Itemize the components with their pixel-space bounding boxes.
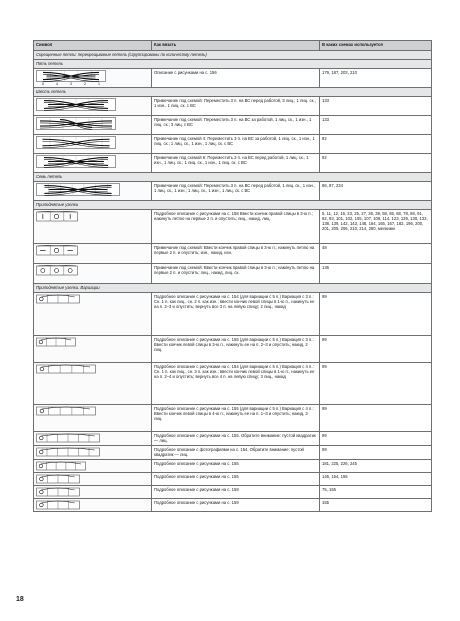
stitch-symbol-icon bbox=[36, 487, 149, 497]
stitch-symbol-icon bbox=[36, 211, 149, 222]
symbol-cell bbox=[34, 154, 152, 173]
table-row bbox=[34, 69, 432, 88]
table-row bbox=[34, 293, 432, 336]
subsection-title: Пять петель bbox=[34, 60, 432, 69]
table-row bbox=[34, 405, 432, 432]
symbol-cell bbox=[34, 182, 152, 201]
used-in-cell: 99 bbox=[320, 293, 432, 336]
subsection-row bbox=[34, 88, 432, 97]
section-title-row bbox=[34, 51, 432, 60]
stitch-symbol-icon bbox=[36, 183, 149, 196]
description-cell: Подробное описание с рисунками на с. 155 (для вариации с 5 п.) Вариация с 4 п.: Ввести кончик левой спицы в 4-ю п., накинуть ее на п. 1–3 и опустить; накид, 3 лиц. bbox=[152, 405, 320, 432]
symbol-cell bbox=[34, 499, 152, 512]
stitch-symbol-icon bbox=[36, 406, 149, 416]
table-header-row bbox=[34, 41, 432, 51]
description-cell: Примечание под схемой: Ввести кончик правой спицы в 3-ю п.; накинуть петлю на первые 2 п. и опустить; лиц., накид, лиц. ск. bbox=[152, 264, 320, 284]
table-row bbox=[34, 210, 432, 244]
symbol-cell bbox=[34, 336, 152, 363]
subsection-row bbox=[34, 173, 432, 182]
stitch-number: 3 bbox=[70, 82, 72, 86]
used-in-cell: 146, 154, 155 bbox=[320, 473, 432, 486]
description-cell: Подробное описание с рисунками на с. 155 (для вариации с 5 п.) Вариация с 3 п.: Ввести кончик левой спицы в 3-ю п., накинуть ее на п. 2–3 и опустить; накид, 2 лиц. bbox=[152, 336, 320, 363]
symbol-cell bbox=[34, 460, 152, 473]
symbol-cell bbox=[34, 135, 152, 154]
stitch-number: 4 bbox=[56, 82, 58, 86]
symbol-cell bbox=[34, 293, 152, 336]
stitch-symbol-icon bbox=[36, 337, 149, 347]
used-in-cell: 5, 11, 12, 16, 23, 25, 27, 36, 39, 58, 65, 68, 78, 86, 91, 92, 93, 101, 102, 105, 107, 109, 114, 123, 129, 130, 133, 138, 139, 142, 143, 148, 164, 165, 167, 182, 196, 200, 201, 205, 206, 210, 214, 260, мелкими bbox=[320, 210, 432, 244]
used-in-cell: 179, 187, 203, 210 bbox=[320, 69, 432, 88]
description-cell: Подробное описание с рисунками на с. 155. Обратите внимание: пустой квадратик — лиц. bbox=[152, 432, 320, 446]
symbol-cell bbox=[34, 405, 152, 432]
used-in-cell: 48 bbox=[320, 244, 432, 264]
used-in-cell: 86, 87, 234 bbox=[320, 182, 432, 201]
used-in-cell: 133 bbox=[320, 97, 432, 116]
table-row bbox=[34, 446, 432, 460]
symbol-cell bbox=[34, 116, 152, 135]
table-row bbox=[34, 336, 432, 363]
stitch-symbol-icon bbox=[36, 364, 149, 374]
description-cell: Примечание под схемой: Переместить 3 п. на ВС перед работой, 3 лиц.; 1 лиц. ск., 1 изн., 1 лиц. ск. с ВС bbox=[152, 97, 320, 116]
stitch-count-axis bbox=[36, 82, 106, 86]
table-row bbox=[34, 460, 432, 473]
subsection-row bbox=[34, 60, 432, 69]
symbols-table bbox=[33, 40, 432, 512]
table-row bbox=[34, 244, 432, 264]
symbol-cell bbox=[34, 244, 152, 264]
stitch-symbol-icon bbox=[36, 98, 149, 111]
used-in-cell: 92 bbox=[320, 154, 432, 173]
stitch-symbol-icon bbox=[36, 461, 149, 471]
description-cell: Примечание под схемой 4: Переместить 3 п. на ВС за работой, 1 лиц. ск., 1 изн., 1 лиц. ск.; 1 лиц. ск., 1 изн., 1 лиц. ск. с ВС bbox=[152, 135, 320, 154]
page-number: 18 bbox=[16, 596, 24, 603]
stitch-symbol-icon bbox=[36, 447, 149, 457]
stitch-symbol-icon bbox=[36, 155, 149, 168]
header-how-to-knit: Как вязать bbox=[152, 41, 320, 51]
used-in-cell: 99 bbox=[320, 405, 432, 432]
table-row bbox=[34, 499, 432, 512]
table-row bbox=[34, 432, 432, 446]
header-symbol: Символ bbox=[34, 41, 152, 51]
description-cell: Подробное описание с рисунками на с. 155 bbox=[152, 460, 320, 473]
subsection-row bbox=[34, 201, 432, 210]
description-cell: Примечание под схемой: Переместить 3 п. на ВС перед работой, 1 лиц. ск., 1 изн., 1 лиц. ск., 1 изн.; 1 лиц. ск., 1 изн., 1 лиц. ск. с ВС bbox=[152, 182, 320, 201]
description-cell: Примечание под схемой: Переместить 3 п. на ВС за работой, 1 лиц. ск., 1 изн., 1 лиц. ск.; 3 лиц. с ВС bbox=[152, 116, 320, 135]
table-row bbox=[34, 363, 432, 405]
subsection-row bbox=[34, 284, 432, 293]
subsection-title: Приподнятые узелки bbox=[34, 201, 432, 210]
used-in-cell: 133 bbox=[320, 116, 432, 135]
used-in-cell: 99 bbox=[320, 432, 432, 446]
subsection-title: Приподнятые узелки. Вариации bbox=[34, 284, 432, 293]
page bbox=[33, 40, 431, 512]
symbol-cell bbox=[34, 432, 152, 446]
stitch-symbol-icon bbox=[36, 70, 149, 82]
used-in-cell: 99 bbox=[320, 363, 432, 405]
description-cell: Подробное описание с фотографиями на с. 154. Обратите внимание: пустой квадратик — лиц. bbox=[152, 446, 320, 460]
symbol-cell bbox=[34, 97, 152, 116]
used-in-cell: 99 bbox=[320, 336, 432, 363]
stitch-symbol-icon bbox=[36, 136, 149, 149]
used-in-cell: 92 bbox=[320, 135, 432, 154]
stitch-symbol-icon bbox=[36, 117, 149, 130]
description-cell: Примечание под схемой: Ввести кончик правой спицы в 3-ю п.; накинуть петлю на первые 2 п. и опустить; изн., накид, изн. bbox=[152, 244, 320, 264]
used-in-cell: 136 bbox=[320, 264, 432, 284]
used-in-cell: 155 bbox=[320, 499, 432, 512]
symbol-cell bbox=[34, 69, 152, 88]
subsection-title: Семь петель bbox=[34, 173, 432, 182]
stitch-symbol-icon bbox=[36, 245, 149, 256]
symbol-cell bbox=[34, 473, 152, 486]
stitch-number: 2 bbox=[84, 82, 86, 86]
stitch-number: 5 bbox=[42, 82, 44, 86]
header-used-in: В каких схемах используется bbox=[320, 41, 432, 51]
stitch-symbol-icon bbox=[36, 294, 149, 304]
symbol-cell bbox=[34, 486, 152, 499]
description-cell: Подробное описание с рисунками на с. 155 bbox=[152, 473, 320, 486]
table-body bbox=[34, 51, 432, 512]
used-in-cell: 99 bbox=[320, 446, 432, 460]
stitch-symbol-icon bbox=[36, 265, 149, 276]
description-cell: Подробное описание с рисунками на с. 154 (для вариации с 5 п.) Вариация с 4 п.: Сн. 1 п. как лиц., сн. 3 п. как изн.; ввести кончик левой спицы в 1-ю п., накинуть ее на п. 2–4 и опустить; вернуть все 4 п. на левую спицу; 3 лиц., накид bbox=[152, 363, 320, 405]
table-row bbox=[34, 486, 432, 499]
symbol-cell bbox=[34, 264, 152, 284]
section-title: Скрещенные петли: перекрещивание петель (сгруппированы по количеству петель) bbox=[34, 51, 432, 60]
table-row bbox=[34, 97, 432, 116]
table-row bbox=[34, 264, 432, 284]
table-row bbox=[34, 182, 432, 201]
symbol-cell bbox=[34, 210, 152, 244]
description-cell: Описание с рисунками на с. 156 bbox=[152, 69, 320, 88]
table-row bbox=[34, 135, 432, 154]
stitch-number: 1 bbox=[98, 82, 100, 86]
symbol-cell bbox=[34, 363, 152, 405]
symbol-cell bbox=[34, 446, 152, 460]
description-cell: Примечание под схемой 6: Переместить 3 п. на ВС перед работой, 1 лиц. ск., 1 изн., 1 лиц. ск.; 1 лиц. ск., 1 изн., 1 лиц. ск. с ВС bbox=[152, 154, 320, 173]
description-cell: Подробное описание с рисунками на с. 159 bbox=[152, 499, 320, 512]
description-cell: Подробное описание с рисунками на с. 158 Ввести кончик правой спицы в 3-ю п.; накинуть петлю на первые 2 п. и опустить; лиц., накид, лиц. bbox=[152, 210, 320, 244]
subsection-title: Шесть петель bbox=[34, 88, 432, 97]
stitch-symbol-icon bbox=[36, 433, 149, 443]
stitch-symbol-icon bbox=[36, 500, 149, 510]
table-row bbox=[34, 116, 432, 135]
used-in-cell: 181, 225, 226, 245 bbox=[320, 460, 432, 473]
used-in-cell: 75, 155 bbox=[320, 486, 432, 499]
description-cell: Подробное описание с рисунками на с. 154 (для вариации с 5 п.) Вариация с 3 п.: Сн. 1 п. как лиц., сн. 2 п. как изн.; ввести кончик левой спицы в 1-ю п., накинуть ее на п. 2–3 и опустить; вернуть все 3 п. на левую спицу; 2 лиц., накид bbox=[152, 293, 320, 336]
table-row bbox=[34, 154, 432, 173]
table-row bbox=[34, 473, 432, 486]
stitch-symbol-icon bbox=[36, 474, 149, 484]
description-cell: Подробное описание с рисунками на с. 159 bbox=[152, 486, 320, 499]
